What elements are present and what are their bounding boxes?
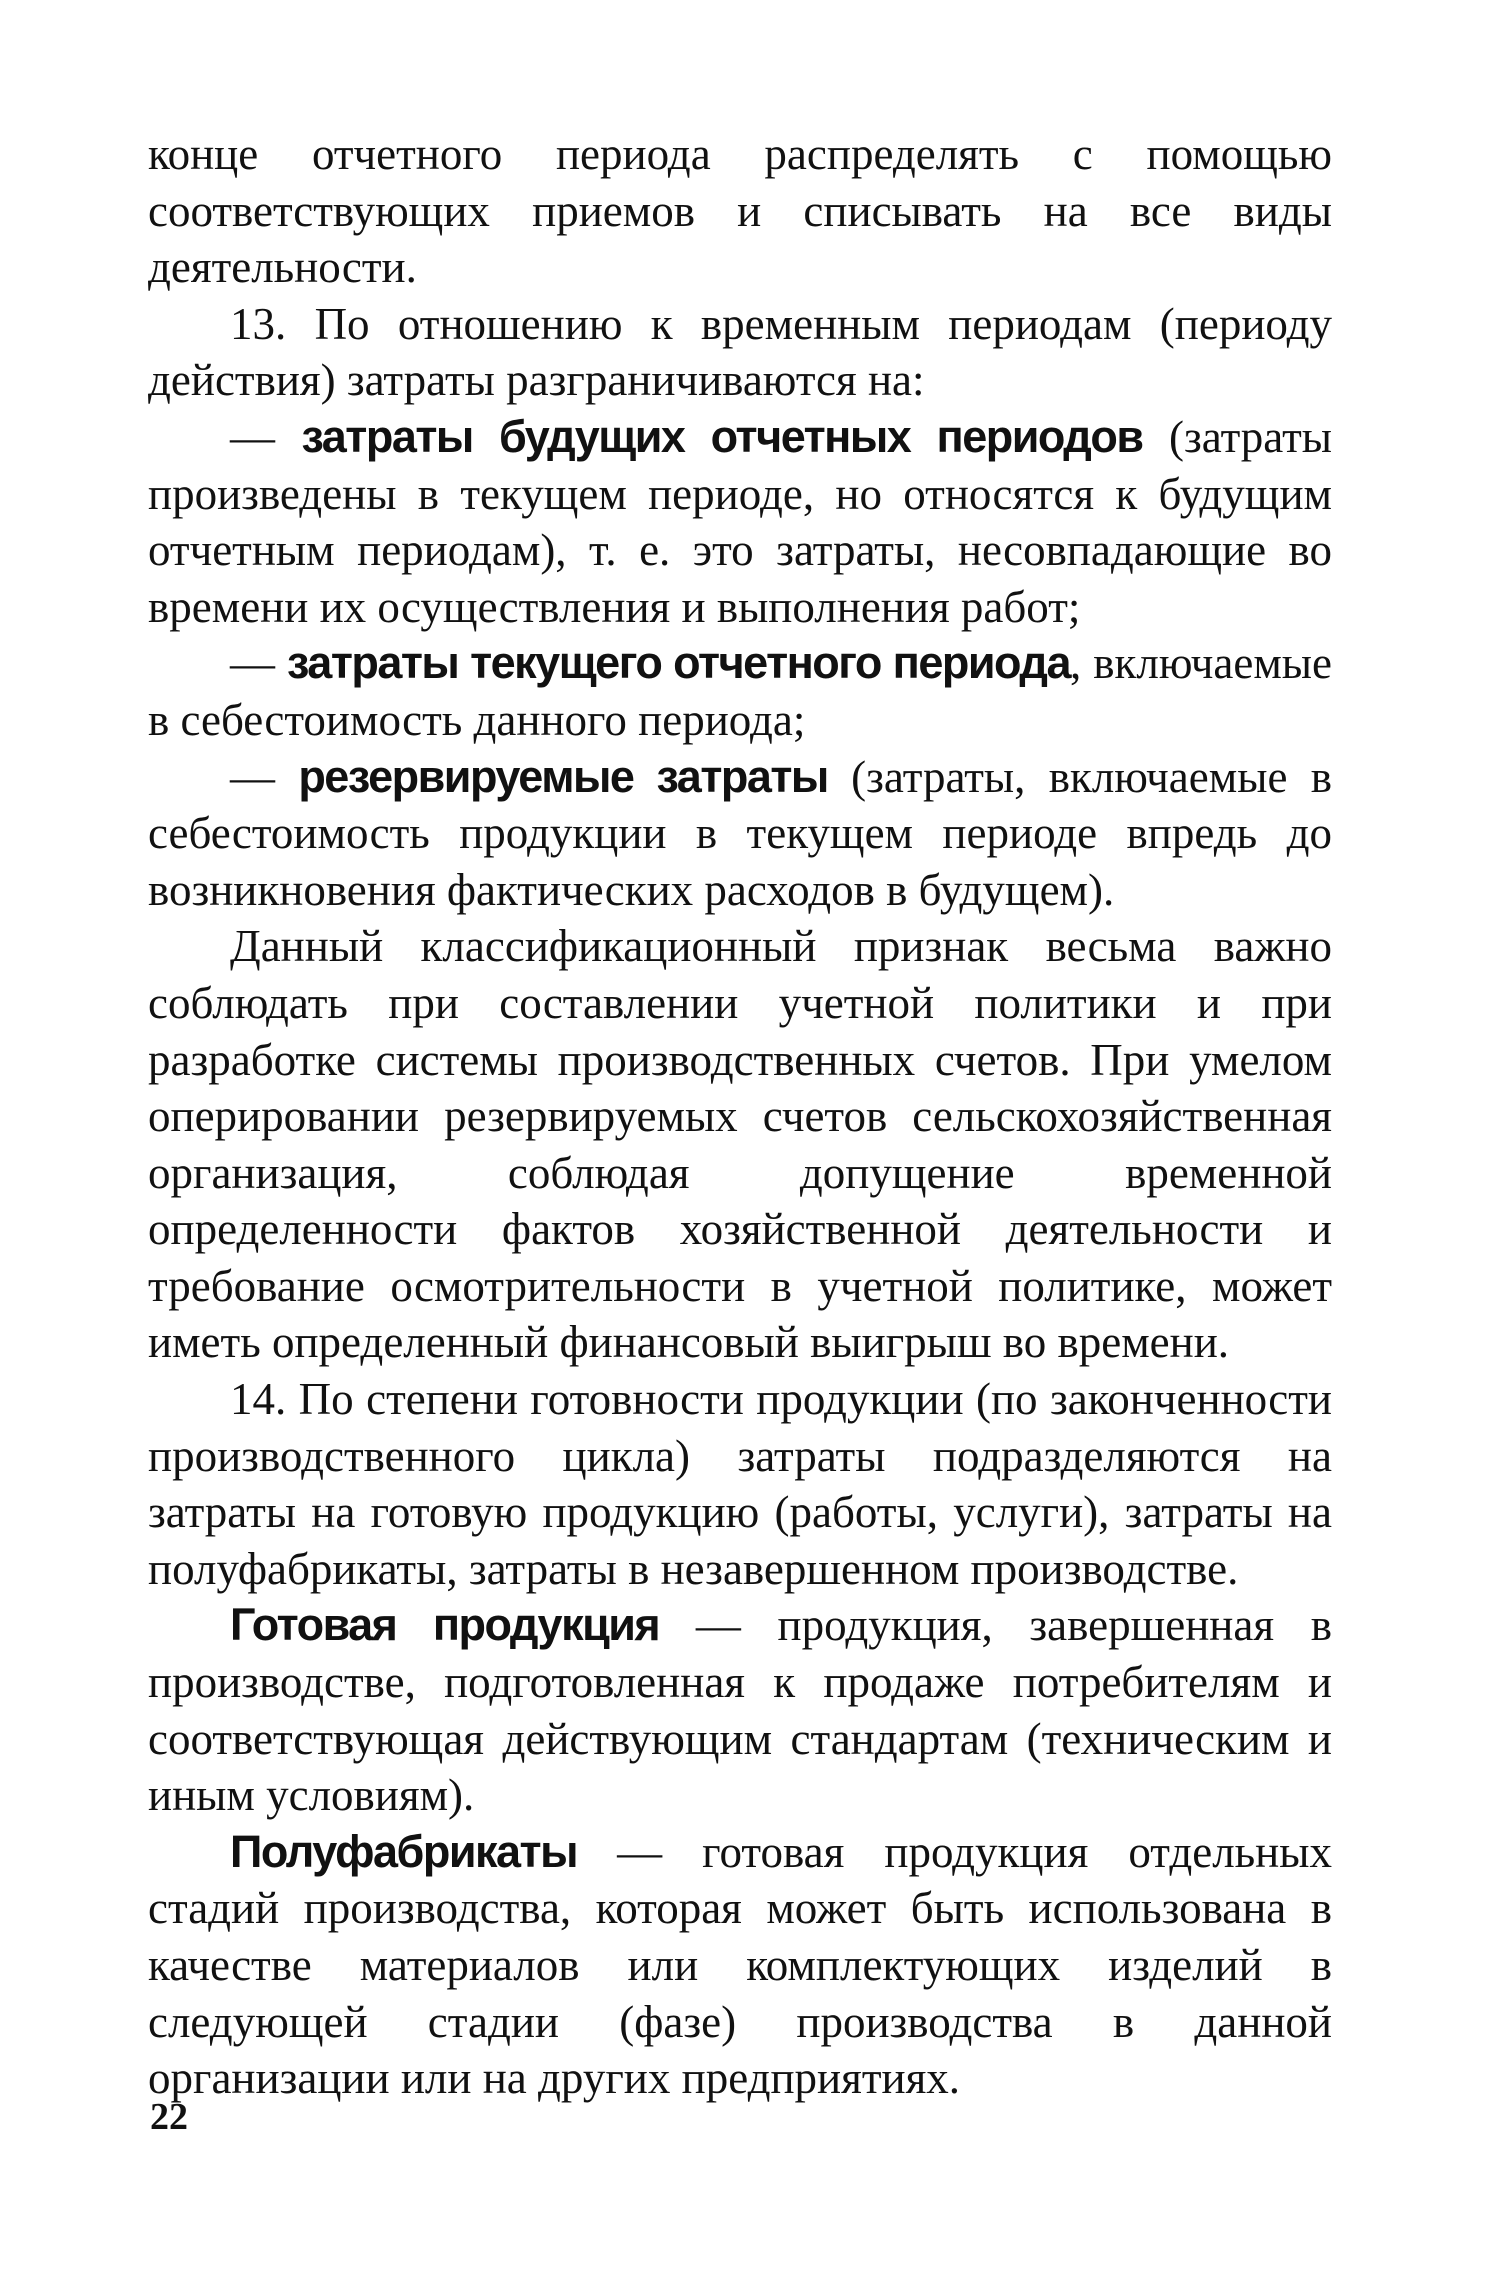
paragraph-text: (затраты произведены в текущем периоде, но относятся к будущим отчетным периодам), т. е. это затраты, несовпадающие во времени их осуществления и выполнения работ; [148,411,1333,632]
paragraph-text: 13. По отношению к временным периодам (периоду действия) затраты разграничиваются на: [148,298,1332,406]
term-bold: затраты текущего отчетного периода [287,637,1071,689]
definition-finished-goods [148,1597,1332,1823]
dash-lead: — [230,751,299,802]
page-body [148,126,1332,2107]
list-item-future-costs [148,409,1332,635]
definition-semi-finished [148,1824,1332,2107]
paragraph-classification-note [148,918,1332,1371]
term-bold: резервируемые затраты [298,750,828,802]
list-item-reserved-costs [148,749,1332,919]
paragraph-text: конце отчетного периода распределять с помощью соответствующих приемов и списывать на все виды деятельности. [148,129,1332,293]
paragraph-text: Данный классификационный признак весьма важно соблюдать при составлении учетной политики и при разработке системы производственных счетов. При умелом оперировании резервируемых счетов сельскохозяйственная организация, соблюдая допущение временной определенности фактов хозяйственной деятельности и требование осмотрительности в учетной политике, может иметь определенный финансовый выигрыш во времени. [148,921,1332,1368]
paragraph-text: 14. По степени готовности продукции (по законченности производственного цикла) затраты подразделяются на затраты на готовую продукцию (работы, услуги), затраты на полуфабрикаты, затраты в незавершенном производстве. [148,1374,1332,1594]
dash-lead: — [230,638,288,689]
term-bold: Полуфабрикаты [230,1825,578,1877]
paragraph-text: — продукция, завершенная в производстве, подготовленная к продаже потребителям и соответствующая действующим стандартам (техническим и иным условиям). [148,1600,1332,1821]
paragraph-text: (затраты, включаемые в себестоимость продукции в текущем периоде впредь до возникновения фактических расходов в будущем). [148,751,1332,915]
term-bold: затраты будущих отчетных периодов [301,410,1143,462]
paragraph-item-14 [148,1371,1332,1597]
term-bold: Готовая продукция [230,1599,660,1651]
paragraph-text: — готовая продукция отдельных стадий производства, которая может быть использована в качестве материалов или комплектующих изделий в следующей стадии (фазе) производства в данной организации или на других предприятиях. [148,1826,1332,2104]
paragraph-item-13 [148,296,1332,409]
page-number: 22 [150,2096,188,2138]
list-item-current-costs [148,635,1332,748]
dash-lead: — [230,411,302,462]
paragraph-text: , включаемые в себестоимость данного периода; [148,638,1333,745]
paragraph-continuation [148,126,1332,296]
